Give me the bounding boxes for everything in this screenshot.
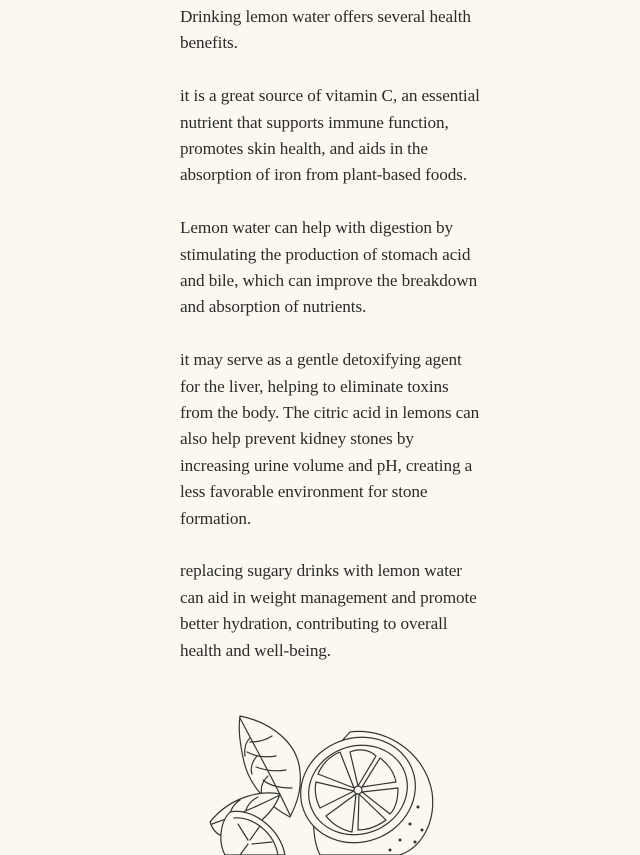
lemon-illustration	[200, 712, 450, 855]
article-body	[180, 4, 480, 664]
paragraph-digestion: Lemon water can help with digestion by stimulating the production of stomach acid and bile, which can improve the breakdown and absorption of nutrients.	[180, 218, 478, 317]
paragraph-detox: it may serve as a gentle detoxifying agent for the liver, helping to eliminate toxins from the body. The citric acid in lemons can also help prevent kidney stones by increasing urine volume and pH, creating a less favorable environment for stone formation.	[180, 350, 480, 528]
lemon-slice-icon	[221, 811, 285, 855]
paragraph-vitamin-c: it is a great source of vitamin C, an essential nutrient that supports immune function, promotes skin health, and aids in the absorption of iron from plant-based foods.	[180, 86, 480, 185]
paragraph-weight: replacing sugary drinks with lemon water can aid in weight management and promote better hydration, contributing to overall health and well-being.	[180, 561, 477, 660]
paragraph-intro: Drinking lemon water offers several health benefits.	[180, 7, 471, 53]
